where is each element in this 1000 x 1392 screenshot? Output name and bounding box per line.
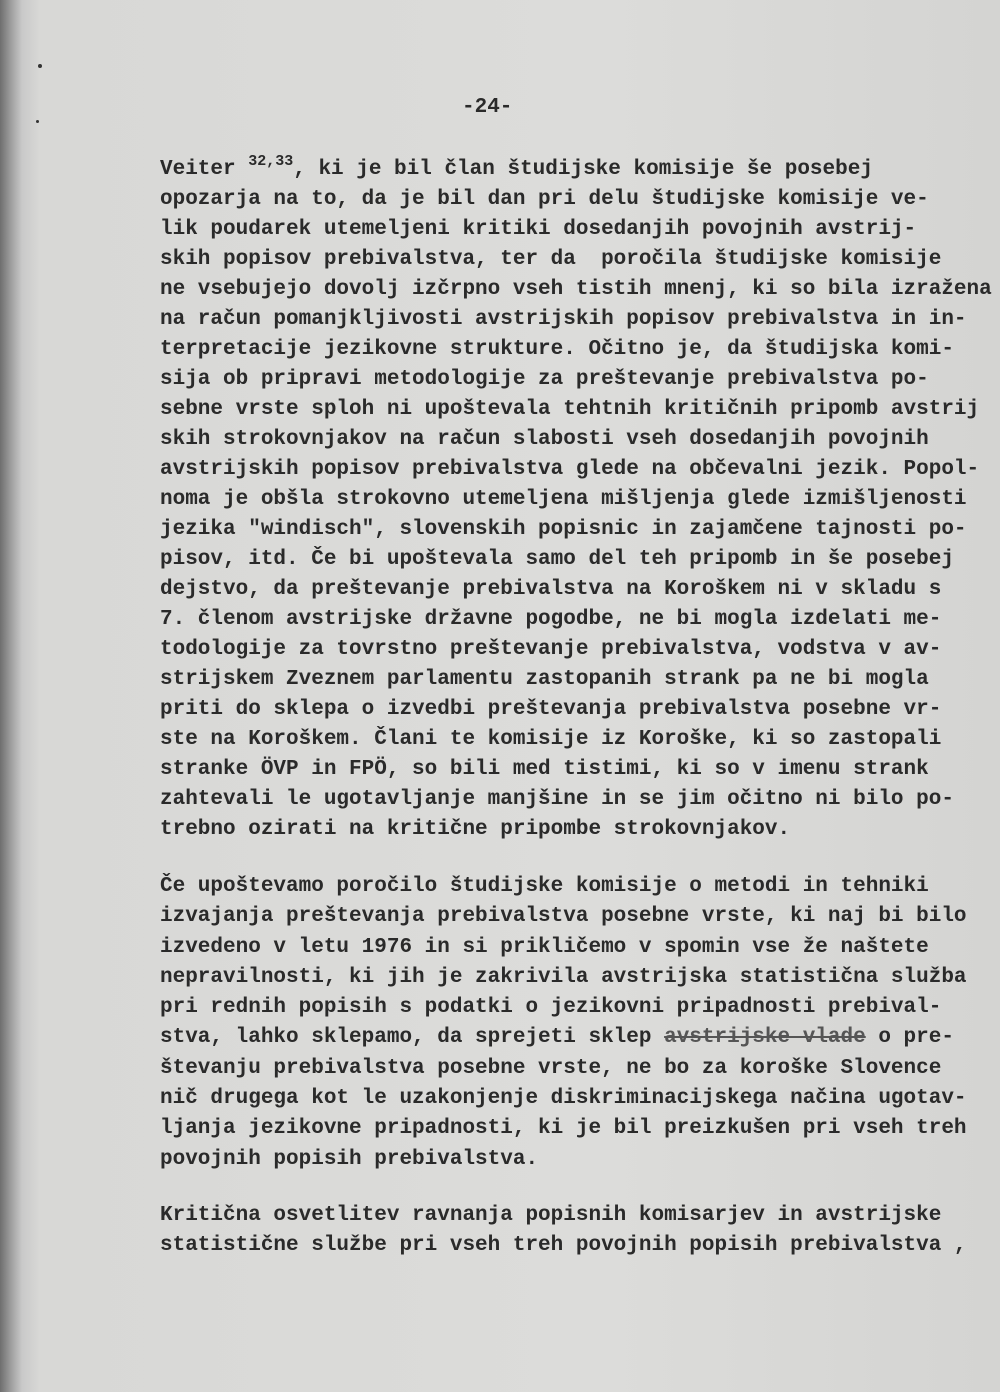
text-line: jezika "windisch", slovenskih popisnic in zajamčene tajnosti po- bbox=[160, 518, 967, 541]
scan-speck bbox=[36, 120, 39, 123]
text-line: izvajanja preštevanja prebivalstva posebne vrste, ki naj bi bilo bbox=[160, 905, 967, 929]
text-line: statistične službe pri vseh treh povojnih popisih prebivalstva , bbox=[160, 1234, 967, 1257]
text-line: stranke ÖVP in FPÖ, so bili med tistimi, ki so v imenu strank bbox=[160, 758, 929, 781]
text: stva, lahko sklepamo, da sprejeti sklep bbox=[160, 1026, 665, 1050]
paragraph-2 bbox=[160, 872, 967, 1175]
footnote-reference: 32,33 bbox=[248, 153, 294, 170]
text-line: opozarja na to, da je bil dan pri delu študijske komisije ve- bbox=[160, 188, 929, 211]
text-line: trebno ozirati na kritične pripombe strokovnjakov. bbox=[160, 818, 791, 841]
text-line: skih strokovnjakov na račun slabosti vseh dosedanjih povojnih bbox=[160, 428, 929, 451]
text-line: noma je obšla strokovno utemeljena mišljenja glede izmišljenosti bbox=[160, 488, 967, 511]
text-line: ste na Koroškem. Člani te komisije iz Koroške, ki so zastopali bbox=[160, 728, 942, 751]
text-line: sija ob pripravi metodologije za preštevanje prebivalstva po- bbox=[160, 368, 929, 391]
text-line: izvedeno v letu 1976 in si prikličemo v spomin vse že naštete bbox=[160, 935, 929, 959]
text-line: pri rednih popisih s podatki o jezikovni pripadnosti prebival- bbox=[160, 996, 942, 1020]
text: o pre- bbox=[865, 1026, 954, 1050]
text-line: nepravilnosti, ki jih je zakrivila avstrijska statistična služba bbox=[160, 965, 967, 989]
text-line: strijskem Zveznem parlamentu zastopanih strank pa ne bi mogla bbox=[160, 668, 929, 691]
text-line: terpretacije jezikovne strukture. Očitno je, da študijska komi- bbox=[160, 338, 954, 361]
scan-speck bbox=[38, 64, 42, 68]
text-line: ne vsebujejo dovolj izčrpno vseh tistih mnenj, ki so bila izražena bbox=[160, 278, 992, 301]
text-line bbox=[160, 1023, 967, 1053]
text-line: skih popisov prebivalstva, ter da poročila študijske komisije bbox=[160, 248, 942, 271]
text-line: priti do sklepa o izvedbi preštevanja prebivalstva posebne vr- bbox=[160, 698, 942, 721]
text-line: povojnih popisih prebivalstva. bbox=[160, 1147, 539, 1171]
text-line: na račun pomanjkljivosti avstrijskih popisov prebivalstva in in- bbox=[160, 308, 967, 331]
text-line: sebne vrste sploh ni upoštevala tehtnih kritičnih pripomb avstrij bbox=[160, 398, 980, 421]
text-line: zahtevali le ugotavljanje manjšine in se jim očitno ni bilo po- bbox=[160, 788, 954, 811]
text-line: števanju prebivalstva posebne vrste, ne bo za koroške Slovence bbox=[160, 1056, 942, 1080]
text-line: avstrijskih popisov prebivalstva glede na občevalni jezik. Popol- bbox=[160, 458, 980, 481]
text-line: Če upoštevamo poročilo študijske komisije o metodi in tehniki bbox=[160, 875, 929, 898]
text-line: 7. členom avstrijske državne pogodbe, ne bi mogla izdelati me- bbox=[160, 608, 942, 631]
text-line: pisov, itd. Če bi upoštevala samo del teh pripomb in še posebej bbox=[160, 548, 954, 571]
text-line: lik poudarek utemeljeni kritiki dosedanjih povojnih avstrij- bbox=[160, 218, 917, 241]
struck-text: avstrijske vlade bbox=[664, 1026, 866, 1050]
page-number: -24- bbox=[462, 96, 513, 119]
text-line bbox=[160, 155, 992, 185]
text-line: todologije za tovrstno preštevanje prebivalstva, vodstva v av- bbox=[160, 638, 942, 661]
text-line: Kritična osvetlitev ravnanja popisnih komisarjev in avstrijske bbox=[160, 1204, 942, 1227]
text: , ki je bil član študijske komisije še posebej bbox=[293, 158, 873, 181]
paragraph-1 bbox=[160, 155, 992, 845]
text-line: nič drugega kot le uzakonjenje diskriminacijskega načina ugotav- bbox=[160, 1087, 967, 1111]
text: Veiter bbox=[160, 158, 249, 181]
text-line: dejstvo, da preštevanje prebivalstva na Koroškem ni v skladu s bbox=[160, 578, 942, 601]
paragraph-3 bbox=[160, 1201, 967, 1261]
text-line: ljanja jezikovne pripadnosti, ki je bil preizkušen pri vseh treh bbox=[160, 1117, 967, 1141]
